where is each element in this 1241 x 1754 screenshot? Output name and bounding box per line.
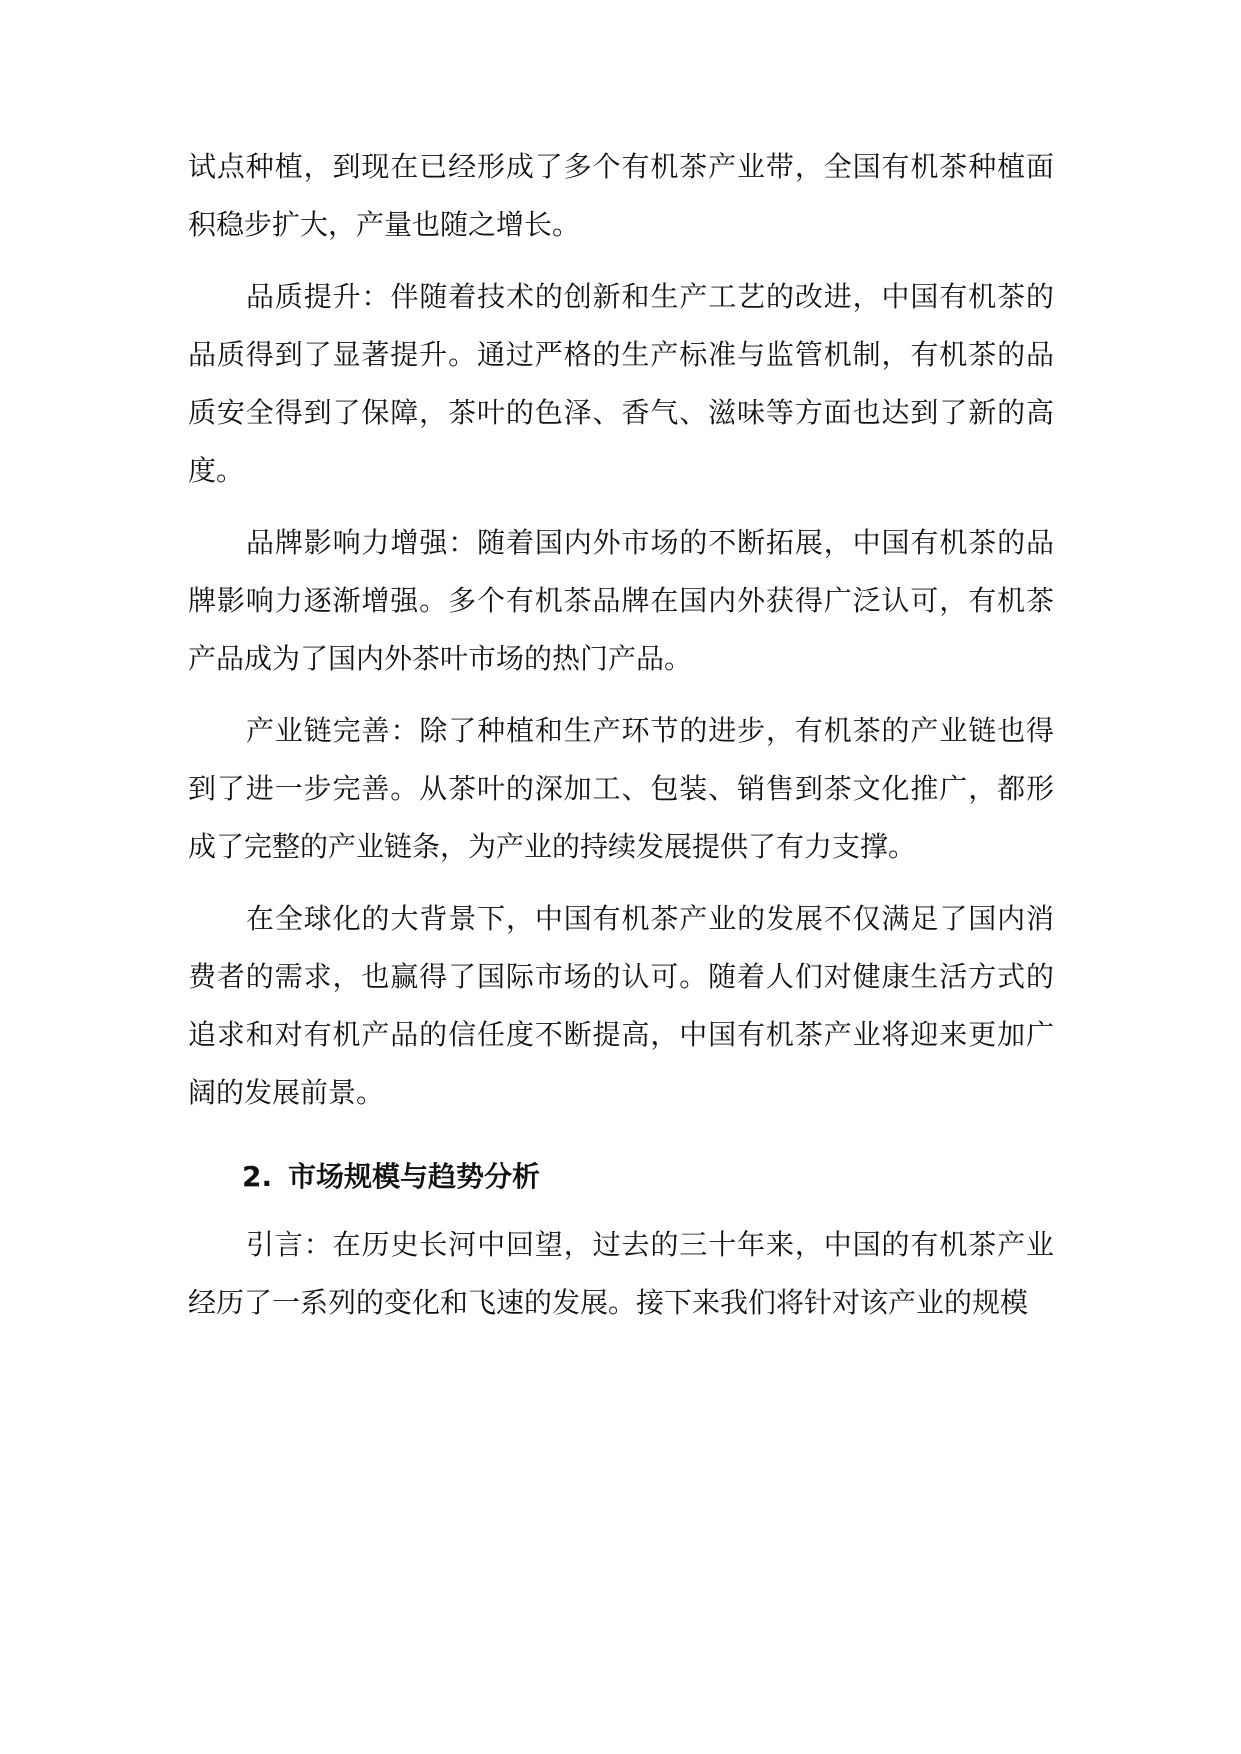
paragraph-intro: 引言：在历史长河中回望，过去的三十年来，中国的有机茶产业经历了一系列的变化和飞速的发展。接下来我们将针对该产业的规模	[188, 1228, 1054, 1319]
paragraph-industry-chain: 产业链完善：除了种植和生产环节的进步，有机茶的产业链也得到了进一步完善。从茶叶的深加工、包装、销售到茶文化推广，都形成了完整的产业链条，为产业的持续发展提供了有力支撑。	[188, 714, 1054, 863]
section-heading	[188, 1148, 1054, 1206]
paragraph-continuation: 试点种植，到现在已经形成了多个有机茶产业带，全国有机茶种植面积稳步扩大，产量也随之增长。	[188, 150, 1054, 241]
section-number: 2.	[242, 1160, 273, 1193]
section-title: 市场规模与趋势分析	[288, 1160, 541, 1193]
paragraph-quality: 品质提升：伴随着技术的创新和生产工艺的改进，中国有机茶的品质得到了显著提升。通过严格的生产标准与监管机制，有机茶的品质安全得到了保障，茶叶的色泽、香气、滋味等方面也达到了新的高度。	[188, 280, 1054, 487]
paragraph-brand: 品牌影响力增强：随着国内外市场的不断拓展，中国有机茶的品牌影响力逐渐增强。多个有机茶品牌在国内外获得广泛认可，有机茶产品成为了国内外茶叶市场的热门产品。	[188, 526, 1054, 675]
document-body	[188, 138, 1054, 1346]
paragraph-outlook: 在全球化的大背景下，中国有机茶产业的发展不仅满足了国内消费者的需求，也赢得了国际市场的认可。随着人们对健康生活方式的追求和对有机产品的信任度不断提高，中国有机茶产业将迎来更加广阔的发展前景。	[188, 902, 1054, 1109]
